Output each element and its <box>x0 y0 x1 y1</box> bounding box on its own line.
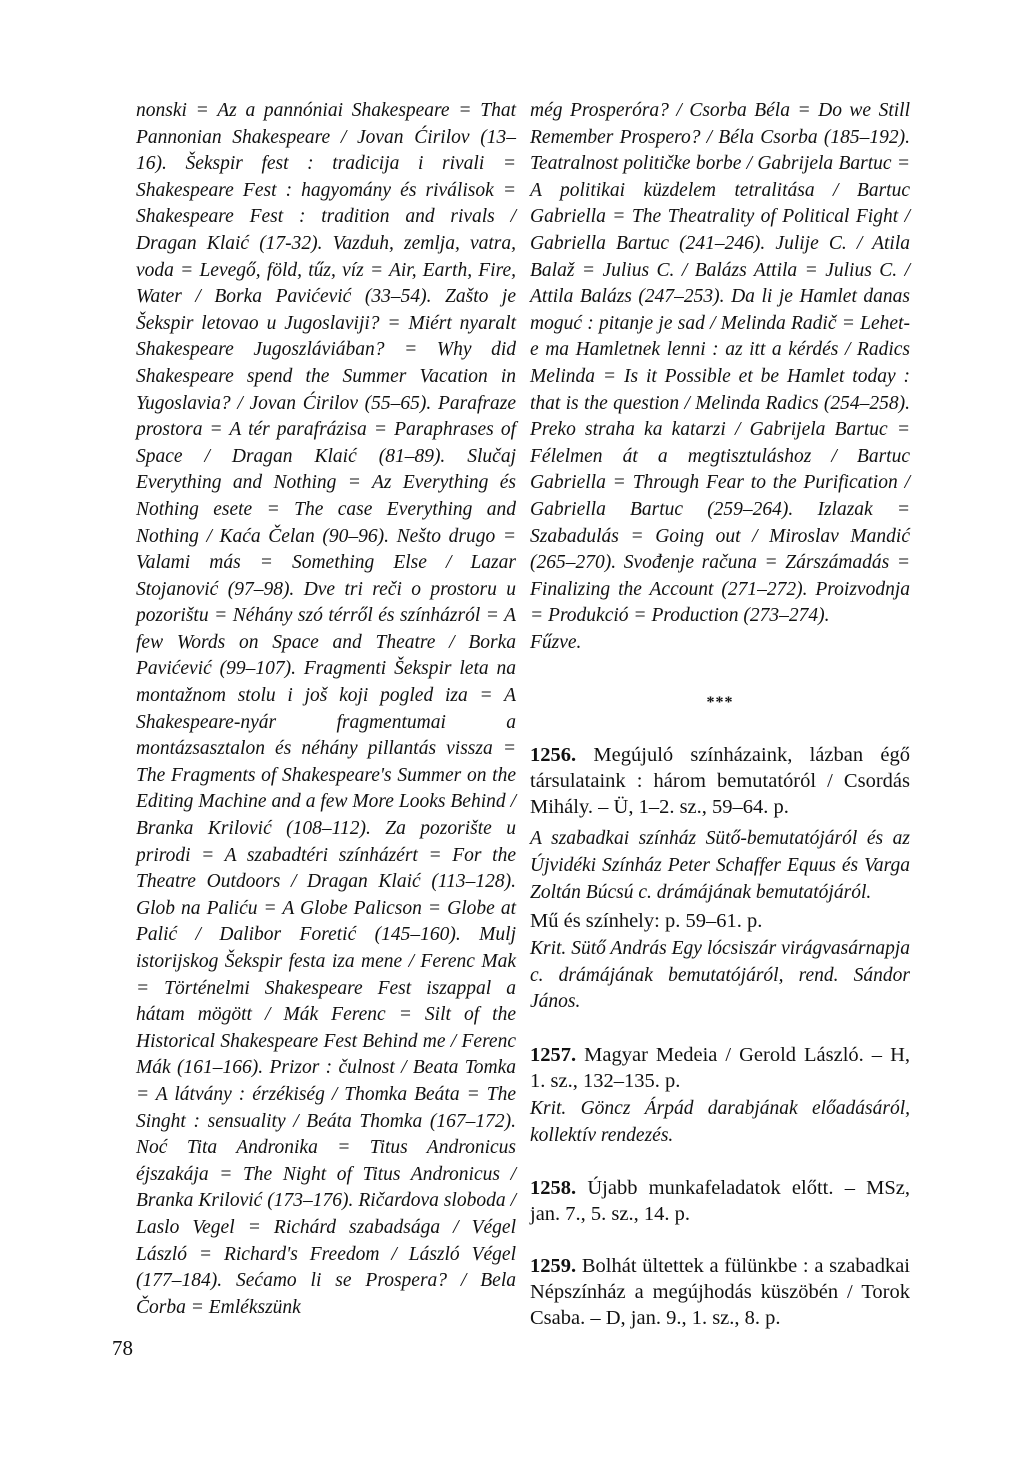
entry-text: Újabb munkafeladatok előtt. – MSz, jan. 7., 5. sz., 14. p. <box>530 1177 911 1226</box>
entry-note: A szabadkai színház Sütő-bemutatójáról és az Újvidéki Színház Peter Schaffer Equus és Varga Zoltán Búcsú c. drámájának bemutatójáról. <box>530 828 910 903</box>
entry-1257 <box>530 1042 910 1149</box>
right-column <box>530 98 910 1331</box>
entry-1258 <box>530 1175 910 1227</box>
entry-main <box>530 1253 910 1331</box>
entry-text: Bolhát ültettek a fülünkbe : a szabadkai Népszínház a megújhodás küszöbén / Torok Csaba. – D, jan. 9., 1. sz., 8. p. <box>530 1255 910 1330</box>
entry-number: 1256. <box>530 744 577 767</box>
binding-note: Fűzve. <box>530 631 582 653</box>
entry-text: Magyar Medeia / Gerold László. – H, 1. sz., 132–135. p. <box>530 1044 910 1093</box>
entry-1259 <box>530 1253 910 1331</box>
section-separator: *** <box>706 694 734 712</box>
entry-main <box>530 1175 910 1227</box>
entry-number: 1258. <box>530 1177 577 1200</box>
page-number: 78 <box>112 1336 133 1360</box>
entry-note: Krit. Göncz Árpád darabjának előadásáról, kollektív rendezés. <box>530 1098 910 1146</box>
entry-main <box>530 1042 910 1094</box>
entry-number: 1259. <box>530 1255 577 1278</box>
left-column-text: nonski = Az a pannóniai Shakespeare = That Pannonian Shakespeare / Jovan Ćirilov (13–16). Šekspir fest : tradicija i rivali = Shakespeare Fest : hagyomány és riválisok = Shakespeare Fest : tradition and rivals / Dragan Klaić (17-32). Vazduh, zemlja, vatra, voda = Levegő, föld, tűz, víz = Air, Earth, Fire, Water / Borka Pavićević (33–54). Zašto je Šekspir letovao u Jugoslaviji? = Miért nyaralt Shakespeare Jugoszláviában? = Why did Shakespeare spend the Summer Vacation in Yugoslavia? / Jovan Ćirilov (55–65). Parafraze prostora = A tér parafrázisa = Paraphrases of Space / Dragan Klaić (81–89). Slučaj Everything and Nothing = Az Everything és Nothing esete = The case Everything and Nothing / Kaća Čelan (90–96). Nešto drugo = Valami más = Something Else / Lazar Stojanović (97–98). Dve tri reči o prostoru u pozorištu = Néhány szó térről és színházról = A few Words on Space and Theatre / Borka Pavićević (99–107). Fragmenti Šekspir leta na montažnom stolu i još koji pogled iza = A Shakespeare-nyár fragmentumai a montázsasztalon és néhány pillantás vissza = The Fragments of Shakespeare's Summer on the Editing Machine and a few More Looks Behind / Branka Krilović (108–112). Za pozorište u prirodi = A szabadtéri színházért = For the Theatre Outdoors / Dragan Klaić (113–128). Glob na Paliću = A Globe Palicson = Globe at Palić / Dalibor Foretić (145–160). Mulj istorijskog Šekspir festa iza mene / Ferenc Mak = Történelmi Shakespeare Fest iszappal a hátam mögött / Mák Ferenc = Silt of the Historical Shakespeare Fest Behind me / Ferenc Mák (161–166). Prizor : čulnost / Beata Tomka = A látvány : érzékiség / Thomka Beáta = The Singht : sensuality / Beáta Thomka (167–172). Noć Tita Andronika = Titus Andronicus éjszakája = The Night of Titus Andronicus / Branka Krilović (173–176). Ričardova sloboda / Laslo Vegel = Richárd szabadsága / Végel László = Richard's Freedom / László Végel (177–184). Sećamo li se Prospera? / Bela Čorba = Emlékszünk <box>136 100 516 1318</box>
left-column <box>136 98 516 1321</box>
entry-extra-note: Krit. Sütő András Egy lócsiszár virágvasárnapja c. drámájának bemutatójáról, rend. Sándor János. <box>530 938 910 1013</box>
entry-main <box>530 742 910 820</box>
entry-text: Megújuló színházaink, lázban égő társulataink : három bemutatóról / Csordás Mihály. – Ü, 1–2. sz., 59–64. p. <box>530 744 910 819</box>
entry-extra: Mű és színhely: p. 59–61. p. <box>530 910 763 933</box>
right-column-continuation: még Prosperóra? / Csorba Béla = Do we Still Remember Prospero? / Béla Csorba (185–192). Teatralnost političke borbe / Gabrijela Bartuc = A politikai küzdelem tetralitása / Bartuc Gabriella = The Theatrality of Political Fight / Gabriella Bartuc (241–246). Julije C. / Atila Balaž = Julius C. / Balázs Attila = Julius C. / Attila Balázs (247–253). Da li je Hamlet danas moguć : pitanje je sad / Melinda Radič = Lehet-e ma Hamletnek lenni : az itt a kérdés / Radics Melinda = Is it Possible et be Hamlet today : that is the question / Melinda Radics (254–258). Preko straha ka katarzi / Gabrijela Bartuc = Félelmen át a megtisztuláshoz / Bartuc Gabriella = Through Fear to the Purification / Gabriella Bartuc (259–264). Izlazak = Szabadulás = Going out / Miroslav Mandić (265–270). Svođenje računa = Zárszámadás = Finalizing the Account (271–272). Proizvodnja = Produkció = Production (273–274). <box>530 100 910 627</box>
entry-1256 <box>530 742 910 1016</box>
entry-number: 1257. <box>530 1044 577 1067</box>
